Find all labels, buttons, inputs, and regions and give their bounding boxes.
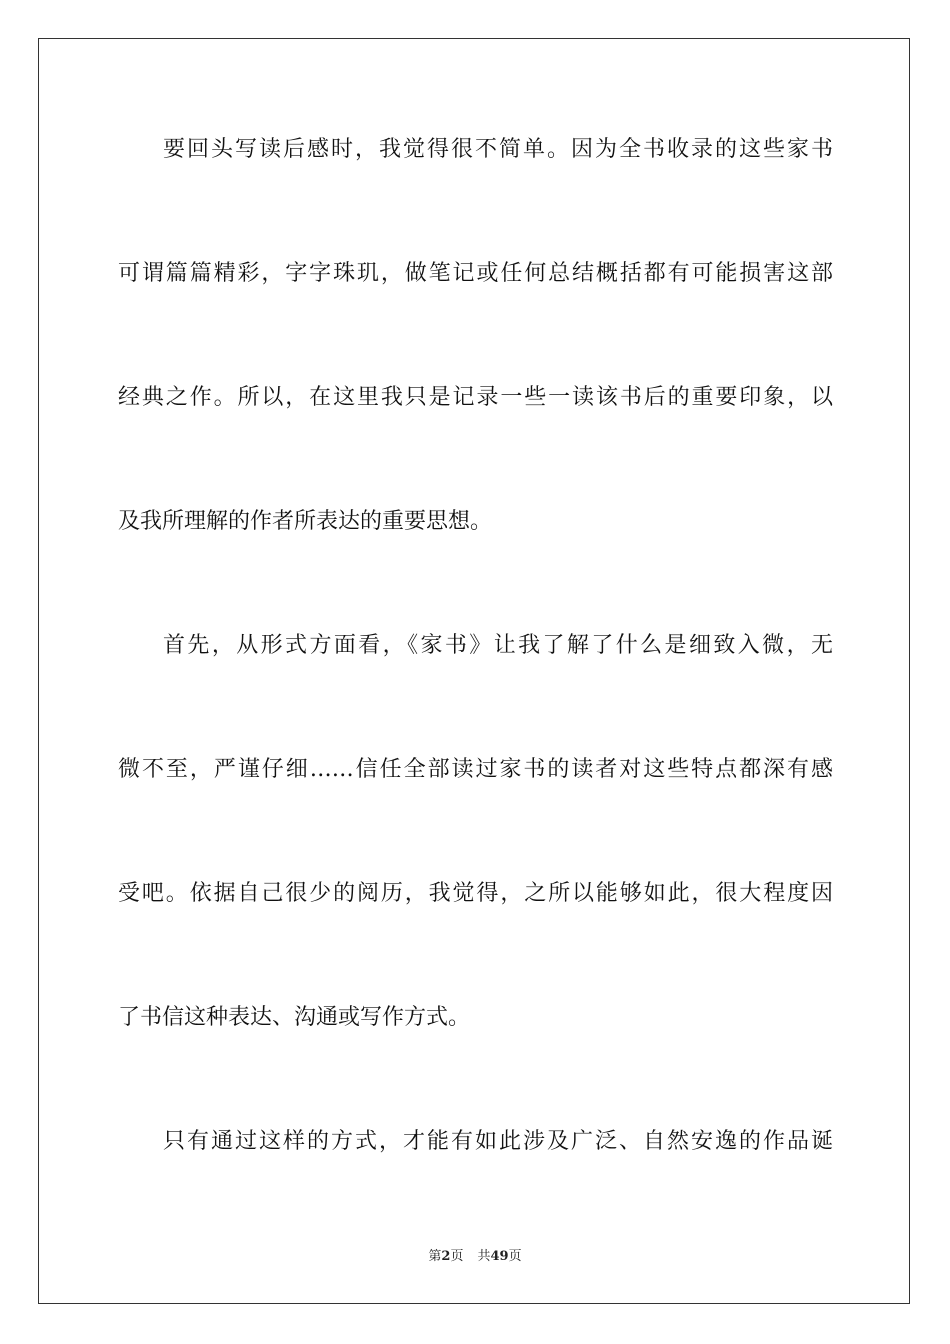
paragraph-1-line-3: 经典之作。所以，在这里我只是记录一些一读该书后的重要印象，以 bbox=[118, 385, 833, 410]
paragraph-1-line-4: 及我所理解的作者所表达的重要思想。 bbox=[118, 509, 493, 534]
paragraph-1-line-1: 要回头写读后感时，我觉得很不简单。因为全书收录的这些家书 bbox=[163, 137, 833, 162]
paragraph-2-line-2: 微不至，严谨仔细……信任全部读过家书的读者对这些特点都深有感 bbox=[118, 757, 833, 782]
paragraph-2-line-3: 受吧。依据自己很少的阅历，我觉得，之所以能够如此，很大程度因 bbox=[118, 881, 833, 906]
total-pages: 49 bbox=[490, 1249, 509, 1264]
paragraph-2-line-4: 了书信这种表达、沟通或写作方式。 bbox=[118, 1005, 471, 1030]
total-suffix: 页 bbox=[508, 1249, 522, 1264]
page-footer bbox=[0, 1245, 950, 1264]
page-border bbox=[38, 38, 910, 1304]
page-prefix: 第 bbox=[428, 1249, 442, 1264]
paragraph-3-line-1: 只有通过这样的方式，才能有如此涉及广泛、自然安逸的作品诞 bbox=[163, 1129, 833, 1154]
paragraph-1-line-2: 可谓篇篇精彩，字字珠玑，做笔记或任何总结概括都有可能损害这部 bbox=[118, 261, 833, 286]
total-prefix: 共 bbox=[477, 1249, 491, 1264]
page-suffix: 页 bbox=[450, 1249, 464, 1264]
paragraph-2-line-1: 首先，从形式方面看，《家书》让我了解了什么是细致入微，无 bbox=[163, 633, 833, 658]
page-number: 2 bbox=[441, 1249, 451, 1264]
